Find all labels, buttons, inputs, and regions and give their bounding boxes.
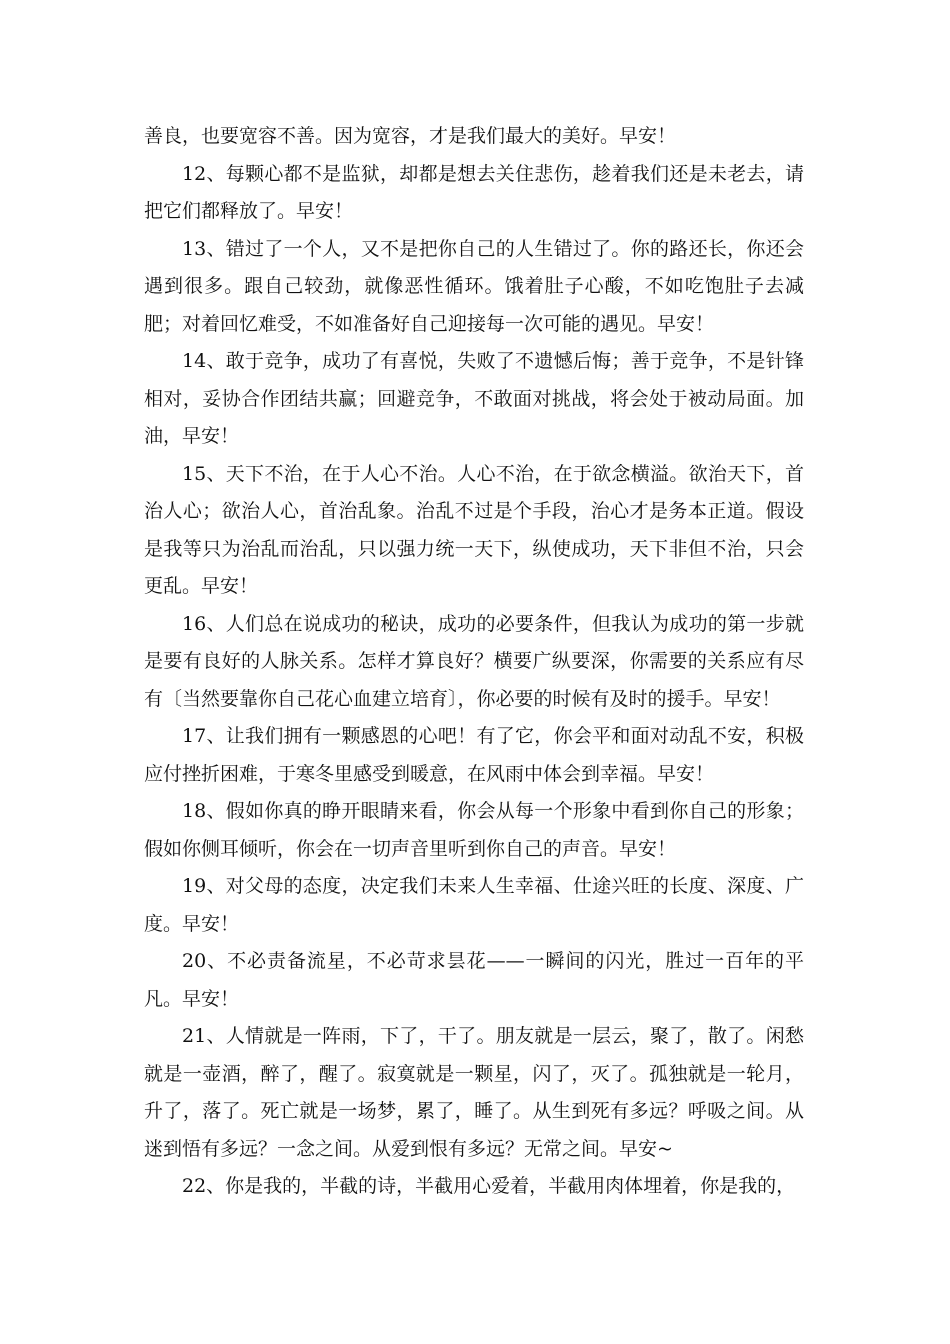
- paragraph-21: 21、人情就是一阵雨，下了，干了。朋友就是一层云，聚了，散了。闲愁就是一壶酒，醉了，醒了。寂寞就是一颗星，闪了，灭了。孤独就是一轮月，升了，落了。死亡就是一场梦，累了，睡了。从生到死有多远？呼吸之间。从迷到悟有多远？一念之间。从爱到恨有多远？无常之间。早安~: [144, 1025, 804, 1160]
- paragraph-16: 16、人们总在说成功的秘诀，成功的必要条件，但我认为成功的第一步就是要有良好的人脉关系。怎样才算良好？横要广纵要深，你需要的关系应有尽有〔当然要靠你自己花心血建立培育〕，你必要的时候有及时的援手。早安！: [144, 612, 804, 710]
- paragraph-14: 14、敢于竞争，成功了有喜悦，失败了不遗憾后悔；善于竞争，不是针锋相对，妥协合作团结共赢；回避竞争，不敢面对挑战，将会处于被动局面。加油，早安！: [144, 350, 804, 447]
- paragraph-continued: 善良，也要宽容不善。因为宽容，才是我们最大的美好。早安！: [144, 125, 677, 147]
- paragraph-20: 20、不必责备流星，不必苛求昙花——一瞬间的闪光，胜过一百年的平凡。早安！: [144, 950, 804, 1010]
- paragraph-12: 12、每颗心都不是监狱，却都是想去关住悲伤，趁着我们还是未老去，请把它们都释放了。早安！: [144, 162, 804, 222]
- paragraph-17: 17、让我们拥有一颗感恩的心吧！有了它，你会平和面对动乱不安，积极应付挫折困难，于寒冬里感受到暖意，在风雨中体会到幸福。早安！: [144, 725, 804, 785]
- paragraph-13: 13、错过了一个人，又不是把你自己的人生错过了。你的路还长，你还会遇到很多。跟自己较劲，就像恶性循环。饿着肚子心酸，不如吃饱肚子去减肥；对着回忆难受，不如准备好自己迎接每一次可能的遇见。早安！: [144, 237, 804, 335]
- paragraph-19: 19、对父母的态度，决定我们未来人生幸福、仕途兴旺的长度、深度、广度。早安！: [144, 875, 804, 935]
- paragraph-18: 18、假如你真的睁开眼睛来看，你会从每一个形象中看到你自己的形象；假如你侧耳倾听，你会在一切声音里听到你自己的声音。早安！: [144, 800, 804, 860]
- paragraph-22: 22、你是我的，半截的诗，半截用心爱着，半截用肉体埋着，你是我的，: [182, 1175, 796, 1197]
- document-page: [144, 118, 804, 1206]
- paragraph-15: 15、天下不治，在于人心不治。人心不治，在于欲念横溢。欲治天下，首治人心；欲治人心，首治乱象。治乱不过是个手段，治心才是务本正道。假设是我等只为治乱而治乱，只以强力统一天下，纵使成功，天下非但不治，只会更乱。早安！: [144, 462, 804, 597]
